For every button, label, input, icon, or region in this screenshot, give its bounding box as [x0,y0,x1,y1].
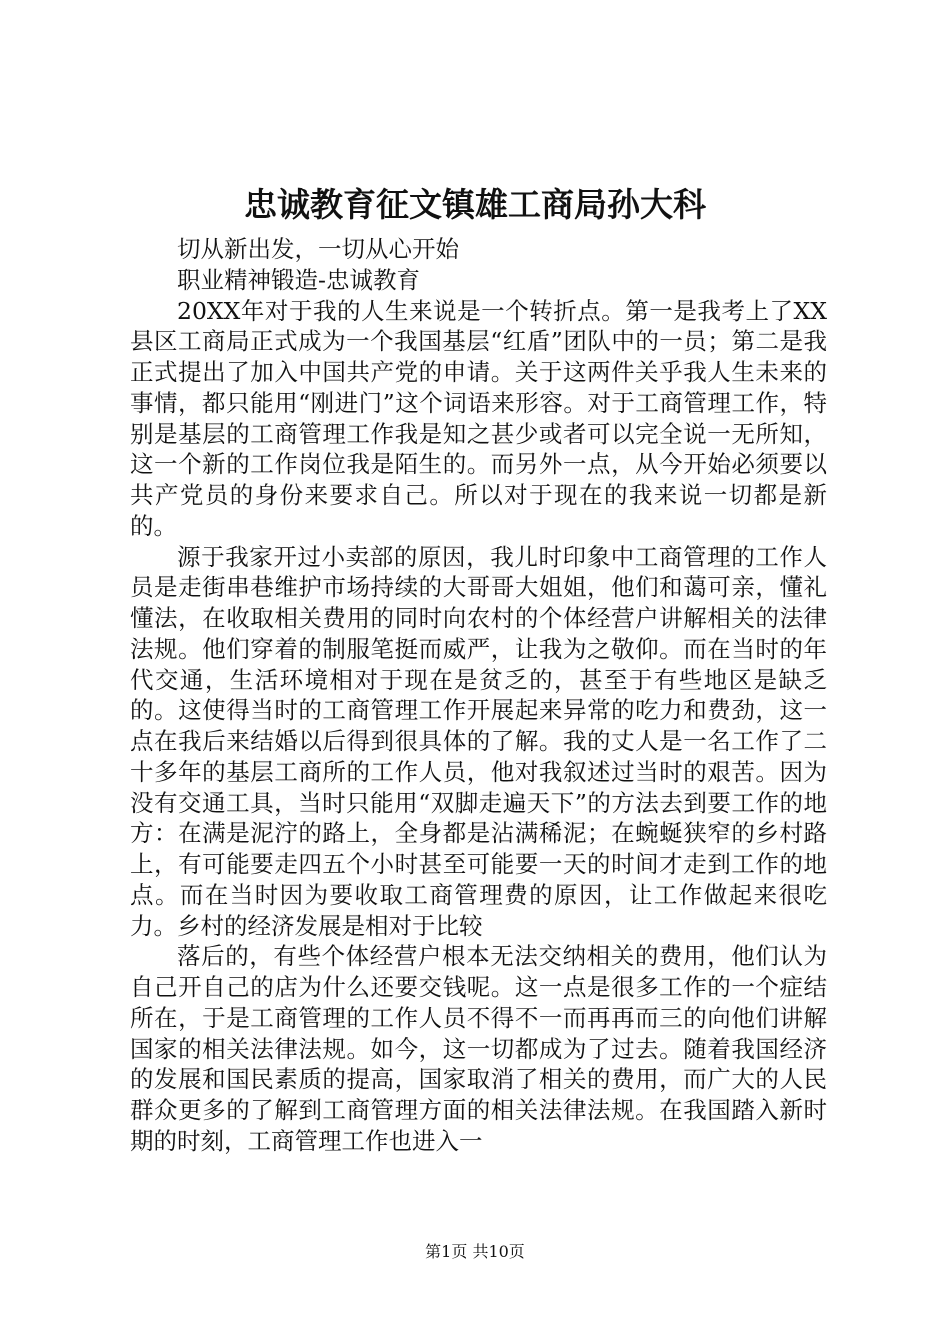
paragraph-subtitle-1: 切从新出发，一切从心开始 [177,235,459,263]
paragraph-body-3: 落后的，有些个体经营户根本无法交纳相关的费用，他们认为自己开自己的店为什么还要交钱呢。这一点是很多工作的一个症结所在，于是工商管理的工作人员不得不一而再再而三的向他们讲解国家的相关法律法规。如今，这一切都成为了过去。随着我国经济的发展和国民素质的提高，国家取消了相关的费用，而广大的人民群众更多的了解到工商管理方面的相关法律法规。在我国踏入新时期的时刻，工商管理工作也进入一 [130,942,827,1155]
paragraph-body-1: 20XX年对于我的人生来说是一个转折点。第一是我考上了XX县区工商局正式成为一个我国基层“红盾”团队中的一员；第二是我正式提出了加入中国共产党的申请。关于这两件关乎我人生未来的事情，都只能用“刚进门”这个词语来形容。对于工商管理工作，特别是基层的工商管理工作我是知之甚少或者可以完全说一无所知，这一个新的工作岗位我是陌生的。而另外一点，从今开始必须要以共产党员的身份来要求自己。所以对于现在的我来说一切都是新的。 [130,296,827,540]
paragraph-subtitle-2: 职业精神锻造-忠诚教育 [177,265,420,294]
paragraph-body-2: 源于我家开过小卖部的原因，我儿时印象中工商管理的工作人员是走街串巷维护市场持续的大哥哥大姐姐，他们和蔼可亲，懂礼懂法，在收取相关费用的同时向农村的个体经营户讲解相关的法律法规。他们穿着的制服笔挺而威严，让我为之敬仰。而在当时的年代交通，生活环境相对于现在是贫乏的，甚至于有些地区是缺乏的。这使得当时的工商管理工作开展起来异常的吃力和费劲，这一点在我后来结婚以后得到很具体的了解。我的丈人是一名工作了二十多年的基层工商所的工作人员，他对我叙述过当时的艰苦。因为没有交通工具，当时只能用“双脚走遍天下”的方法去到要工作的地方：在满是泥泞的路上，全身都是沾满稀泥；在蜿蜒狭窄的乡村路上，有可能要走四五个小时甚至可能要一天的时间才走到工作的地点。而在当时因为要收取工商管理费的原因，让工作做起来很吃力。乡村的经济发展是相对于比较 [130,542,827,940]
document-title: 忠诚教育征文镇雄工商局孙大科 [244,185,706,224]
page-number-footer: 第1页 共10页 [425,1242,525,1261]
document-body [130,234,827,1157]
